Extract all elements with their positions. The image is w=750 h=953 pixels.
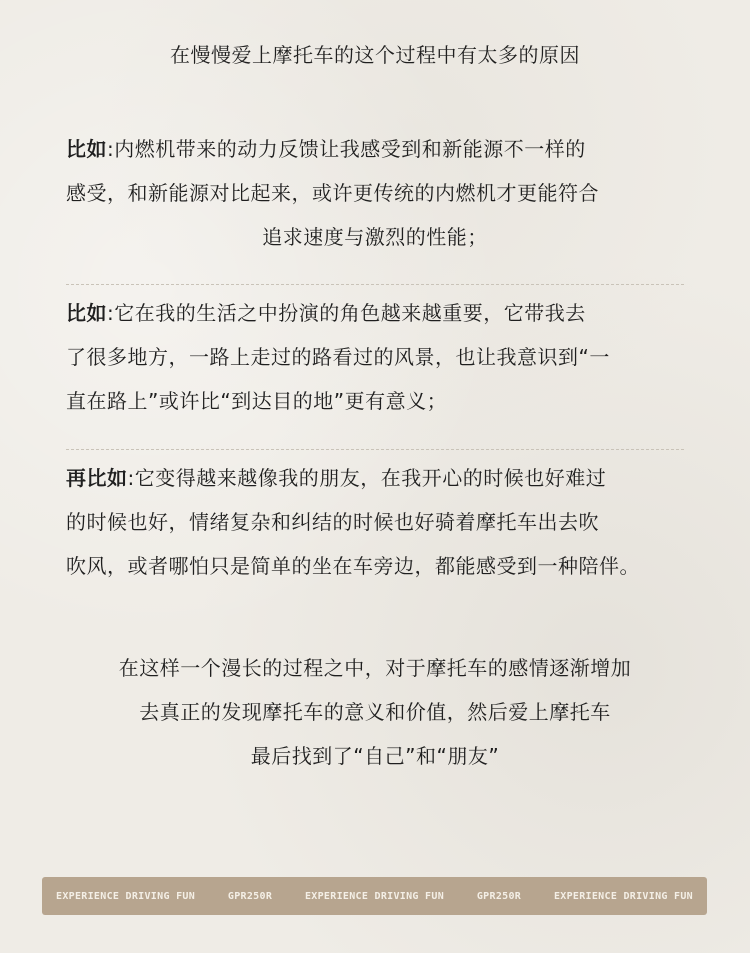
intro-heading: 在慢慢爱上摩托车的这个过程中有太多的原因 xyxy=(170,43,580,67)
reason-line: 了很多地方，一路上走过的路看过的风景，也让我意识到“一 xyxy=(66,345,610,369)
reason-paragraph-1 xyxy=(66,127,684,259)
closing-line: 最后找到了“自己”和“朋友” xyxy=(250,744,500,768)
reason-line: 感受，和新能源对比起来，或许更传统的内燃机才更能符合 xyxy=(66,181,599,205)
reason-text: 它变得越来越像我的朋友，在我开心的时候也好难过 xyxy=(134,466,607,490)
reason-line: 的时候也好，情绪复杂和纠结的时候也好骑着摩托车出去吹 xyxy=(66,510,599,534)
closing-line: 在这样一个漫长的过程之中，对于摩托车的感情逐渐增加 xyxy=(118,656,632,680)
footer-model: GPR250R xyxy=(476,890,522,902)
reason-line: 吹风，或者哪怕只是简单的坐在车旁边，都能感受到一种陪伴。 xyxy=(66,554,640,578)
footer-tagline: EXPERIENCE DRIVING FUN xyxy=(553,890,693,902)
footer-banner xyxy=(42,877,707,915)
footer-tagline: EXPERIENCE DRIVING FUN xyxy=(56,890,196,902)
lead-colon: : xyxy=(107,301,115,325)
reason-line: 追求速度与激烈的性能； xyxy=(262,225,488,249)
reason-line xyxy=(66,291,684,335)
reason-line xyxy=(66,127,684,171)
dashed-divider xyxy=(66,284,684,285)
reason-lead: 再比如 xyxy=(66,466,128,490)
reason-lead: 比如 xyxy=(66,137,107,161)
lead-colon: : xyxy=(107,137,115,161)
footer-tagline: EXPERIENCE DRIVING FUN xyxy=(304,890,445,902)
reason-line xyxy=(66,456,684,500)
reason-text: 它在我的生活之中扮演的角色越来越重要，它带我去 xyxy=(114,301,586,325)
lead-colon: : xyxy=(127,466,135,490)
closing-line: 去真正的发现摩托车的意义和价值，然后爱上摩托车 xyxy=(139,700,611,724)
reason-text: 内燃机带来的动力反馈让我感受到和新能源不一样的 xyxy=(114,137,586,161)
reason-lead: 比如 xyxy=(66,301,107,325)
footer-model: GPR250R xyxy=(227,890,273,902)
reason-paragraph-3 xyxy=(66,456,684,588)
closing-paragraph xyxy=(0,646,750,778)
dashed-divider xyxy=(66,449,684,450)
reason-paragraph-2 xyxy=(66,291,684,423)
reason-line: 直在路上”或许比“到达目的地”更有意义； xyxy=(66,389,448,413)
